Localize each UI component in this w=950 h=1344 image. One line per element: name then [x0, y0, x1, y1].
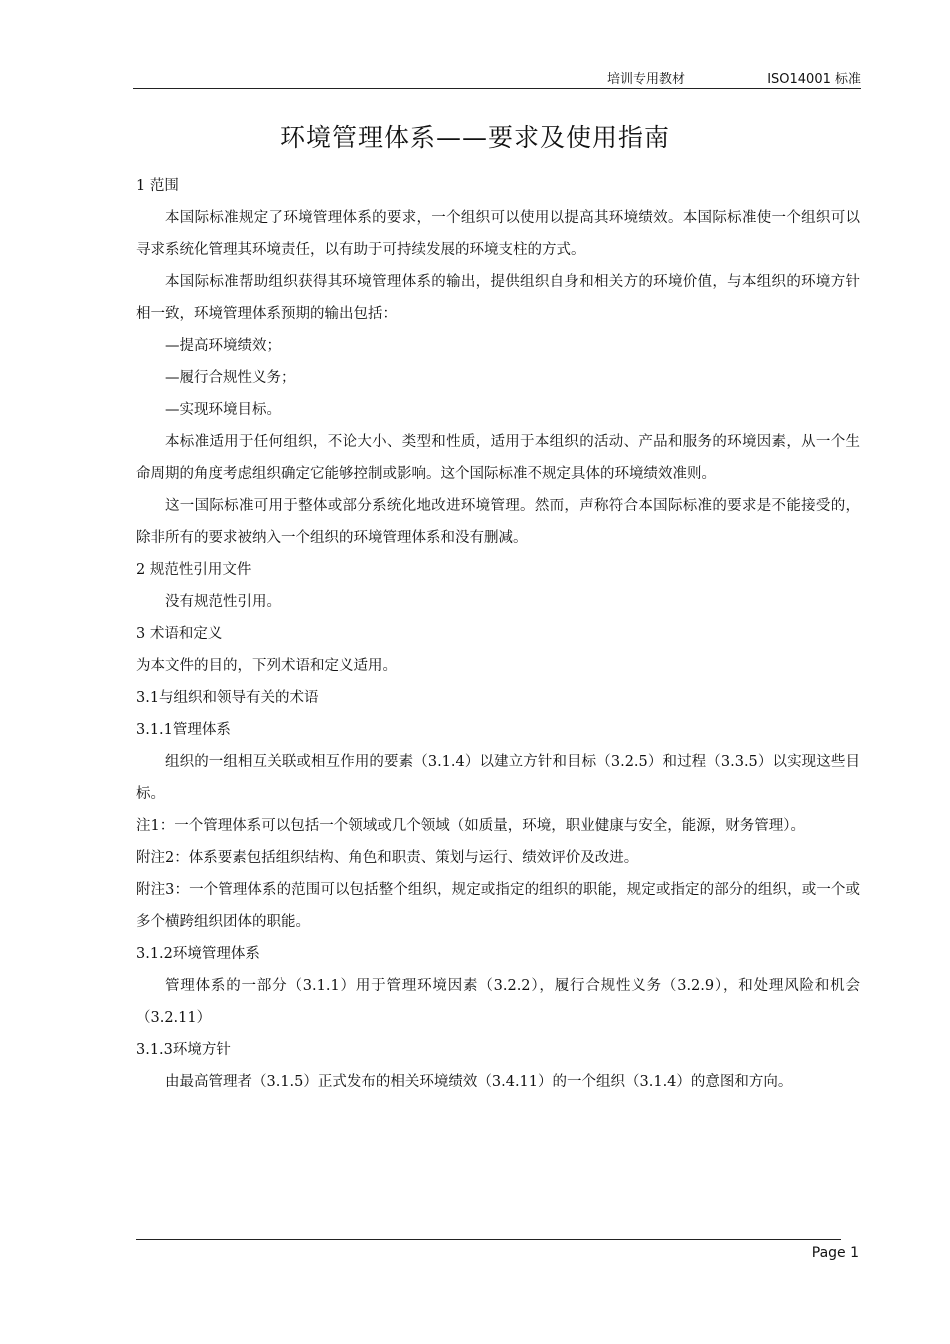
paragraph: —履行合规性义务； — [165, 370, 296, 386]
footer-divider — [136, 1239, 841, 1240]
header-standard-label: ISO14001 标准 — [767, 72, 861, 87]
paragraph: —实现环境目标。 — [165, 402, 281, 418]
paragraph: 为本文件的目的，下列术语和定义适用。 — [136, 658, 397, 674]
document-title: 环境管理体系——要求及使用指南 — [279, 123, 670, 152]
page-number: Page 1 — [811, 1245, 859, 1261]
paragraph: 2 规范性引用文件 — [136, 562, 252, 578]
paragraph: 3 术语和定义 — [136, 626, 223, 642]
paragraph: 3.1.1管理体系 — [136, 722, 231, 738]
paragraph: 没有规范性引用。 — [165, 594, 281, 610]
paragraph: 3.1与组织和领导有关的术语 — [136, 690, 319, 706]
page-header — [133, 62, 861, 89]
paragraph: —提高环境绩效； — [165, 338, 281, 354]
paragraph: 3.1.3环境方针 — [136, 1042, 231, 1058]
paragraph: 本国际标准帮助组织获得其环境管理体系的输出，提供组织自身和相关方的环境价值，与本组织的环境方针相一致，环境管理体系预期的输出包括： — [136, 274, 860, 322]
paragraph: 组织的一组相互关联或相互作用的要素（3.1.4）以建立方针和目标（3.2.5）和过程（3.3.5）以实现这些目标。 — [136, 754, 860, 802]
paragraph: 注1：一个管理体系可以包括一个领域或几个领域（如质量，环境，职业健康与安全，能源，财务管理）。 — [136, 818, 805, 834]
paragraph: 本标准适用于任何组织，不论大小、类型和性质，适用于本组织的活动、产品和服务的环境因素，从一个生命周期的角度考虑组织确定它能够控制或影响。这个国际标准不规定具体的环境绩效准则。 — [136, 434, 860, 482]
paragraph: 附注2：体系要素包括组织结构、角色和职责、策划与运行、绩效评价及改进。 — [136, 850, 639, 866]
paragraph: 本国际标准规定了环境管理体系的要求，一个组织可以使用以提高其环境绩效。本国际标准使一个组织可以寻求系统化管理其环境责任，以有助于可持续发展的环境支柱的方式。 — [136, 210, 860, 258]
document-body — [136, 170, 860, 1098]
header-course-label: 培训专用教材 — [607, 72, 686, 87]
paragraph: 由最高管理者（3.1.5）正式发布的相关环境绩效（3.4.11）的一个组织（3.1.4）的意图和方向。 — [165, 1074, 793, 1090]
paragraph: 3.1.2环境管理体系 — [136, 946, 260, 962]
paragraph: 1 范围 — [136, 178, 179, 194]
paragraph: 这一国际标准可用于整体或部分系统化地改进环境管理。然而，声称符合本国际标准的要求是不能接受的，除非所有的要求被纳入一个组织的环境管理体系和没有删减。 — [136, 498, 860, 546]
paragraph: 附注3：一个管理体系的范围可以包括整个组织，规定或指定的组织的职能，规定或指定的部分的组织，或一个或多个横跨组织团体的职能。 — [136, 882, 860, 930]
paragraph: 管理体系的一部分（3.1.1）用于管理环境因素（3.2.2），履行合规性义务（3.2.9），和处理风险和机会（3.2.11） — [136, 978, 860, 1026]
